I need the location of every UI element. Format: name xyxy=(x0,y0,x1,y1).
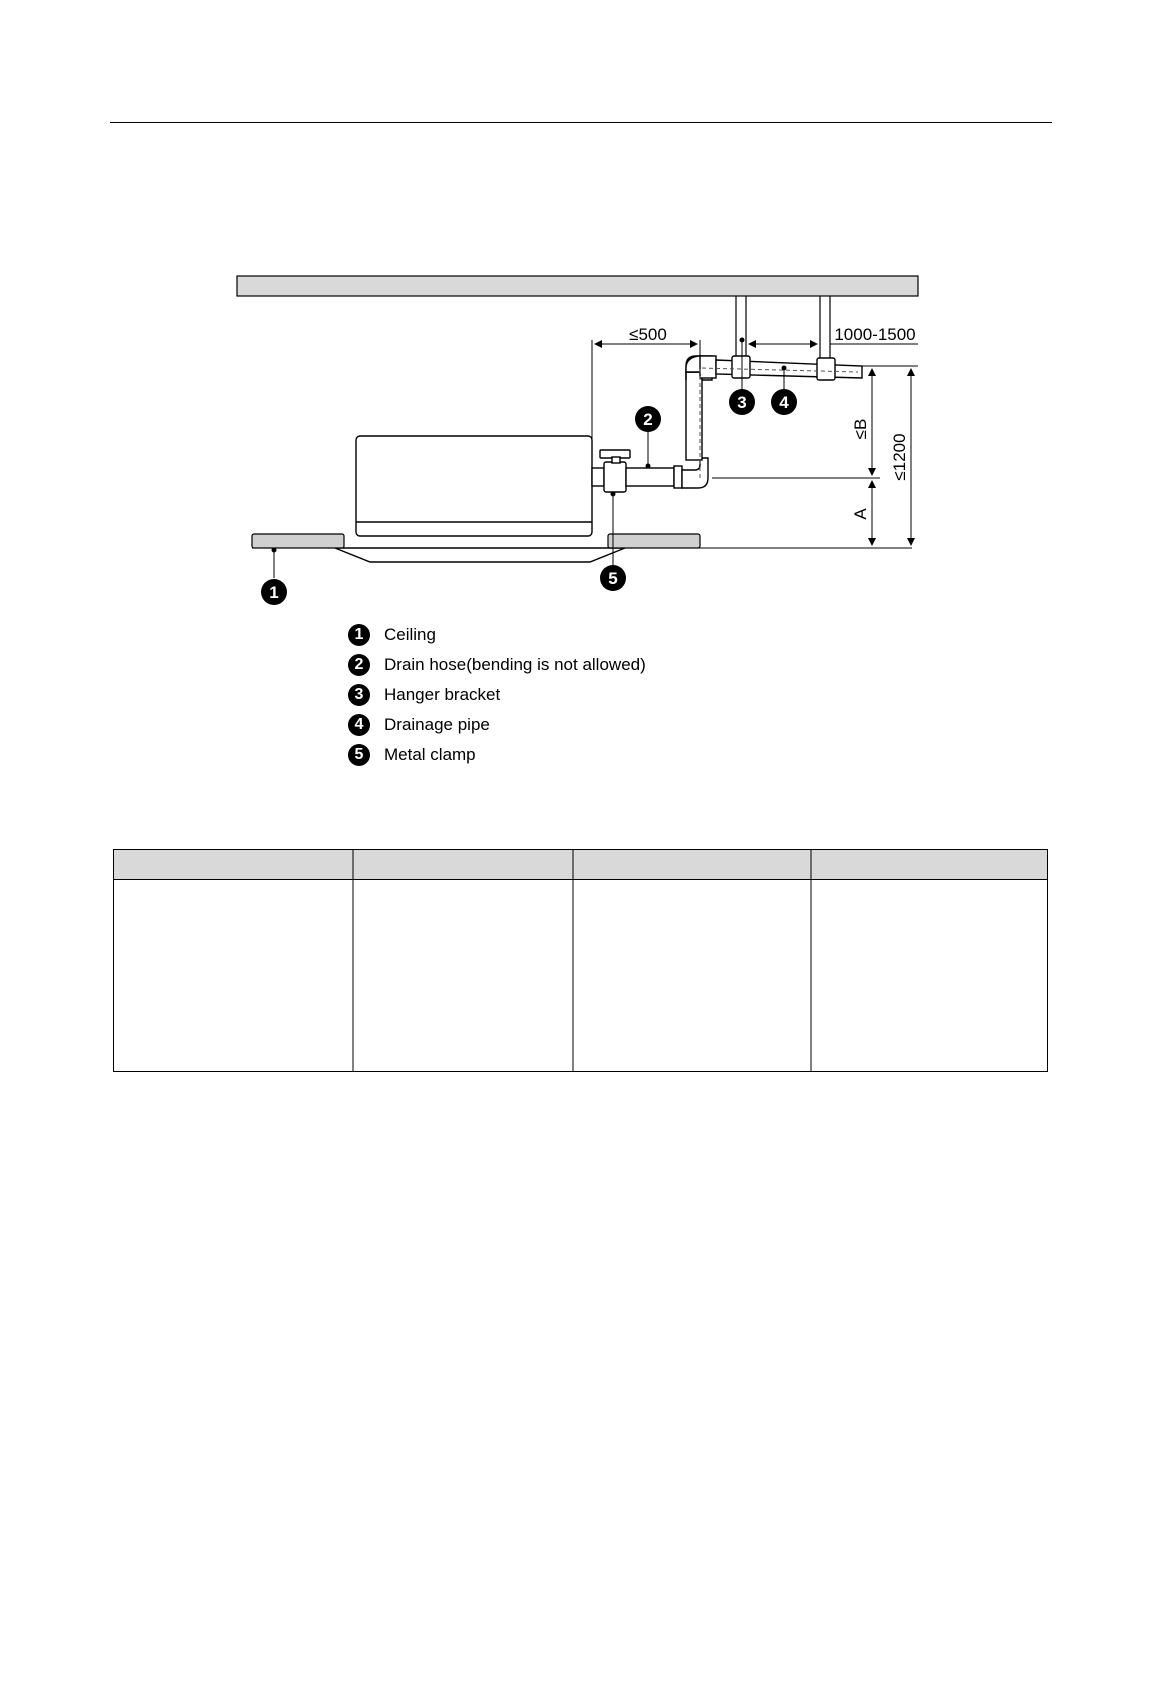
ceiling-panel-right xyxy=(608,534,700,548)
callout-4 xyxy=(771,389,797,415)
legend-item xyxy=(348,650,646,680)
legend-item xyxy=(348,680,646,710)
svg-text:2: 2 xyxy=(643,410,653,429)
table-header-row xyxy=(114,850,1048,880)
legend-text: Drainage pipe xyxy=(384,715,490,734)
dim-label-max-offset: ≤500 xyxy=(629,325,667,344)
svg-text:5: 5 xyxy=(608,569,618,588)
legend-item xyxy=(348,740,646,770)
callout-2 xyxy=(635,406,661,432)
drainage-pipe xyxy=(700,356,862,380)
legend-number: 3 xyxy=(348,684,370,706)
svg-text:4: 4 xyxy=(779,393,789,412)
legend-text: Drain hose(bending is not allowed) xyxy=(384,655,646,674)
legend-text: Metal clamp xyxy=(384,745,476,764)
legend-number: 4 xyxy=(348,714,370,736)
dim-label-hanger-spacing: 1000-1500 xyxy=(834,325,916,344)
svg-text:3: 3 xyxy=(737,393,747,412)
flow-centerline xyxy=(700,368,858,478)
legend xyxy=(348,620,646,770)
dim-max-offset xyxy=(592,340,700,468)
legend-text: Ceiling xyxy=(384,625,436,644)
dim-label-height-a: A xyxy=(851,508,870,520)
hanger-rods xyxy=(736,296,830,358)
drainage-installation-diagram xyxy=(0,0,1163,620)
empty-table xyxy=(113,849,1048,1072)
callout-3 xyxy=(729,389,755,415)
legend-text: Hanger bracket xyxy=(384,685,501,704)
legend-number: 1 xyxy=(348,624,370,646)
upper-slab xyxy=(237,276,918,296)
dim-label-height-b: ≤B xyxy=(851,418,870,440)
legend-number: 5 xyxy=(348,744,370,766)
legend-item xyxy=(348,710,646,740)
legend-item xyxy=(348,620,646,650)
svg-text:1: 1 xyxy=(269,583,279,602)
ceiling-panel-left xyxy=(252,534,344,548)
indoor-unit xyxy=(335,436,625,562)
dim-label-height-total: ≤1200 xyxy=(890,433,909,481)
legend-number: 2 xyxy=(348,654,370,676)
callout-5 xyxy=(600,565,626,591)
callout-1 xyxy=(261,579,287,605)
table-body-row xyxy=(114,880,1048,1072)
